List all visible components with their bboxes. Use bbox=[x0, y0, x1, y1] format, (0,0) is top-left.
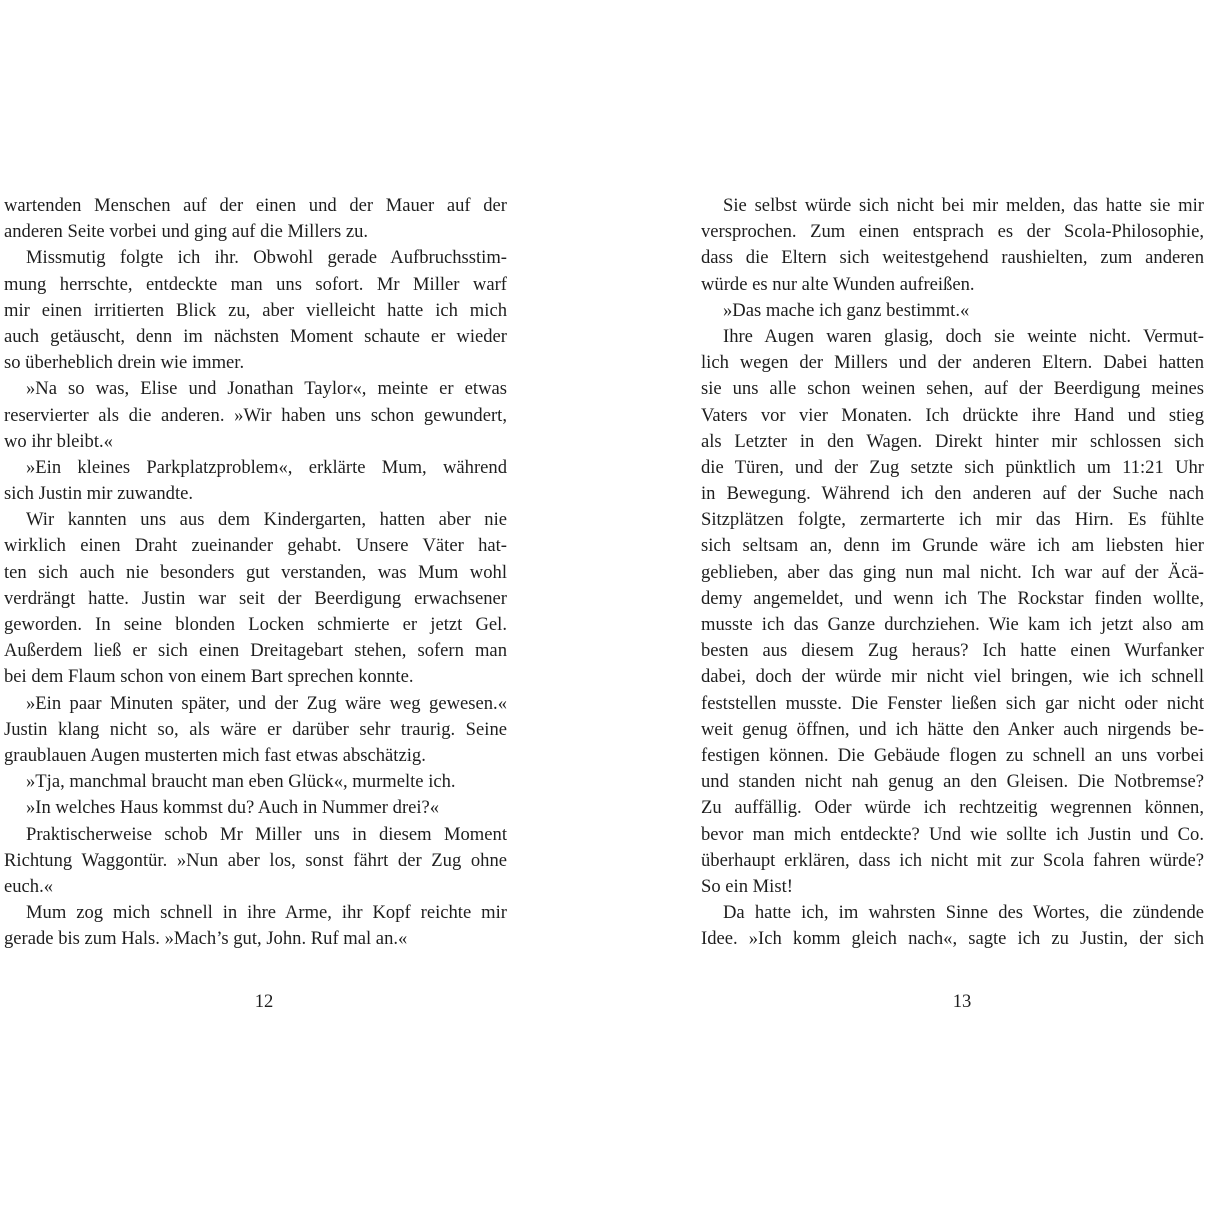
text-line: feststellen musste. Die Fenster ließen sich gar nicht oder nicht bbox=[701, 692, 1204, 714]
text-line: mir einen irritierten Blick zu, aber vielleicht hatte ich mich bbox=[4, 299, 507, 321]
text-line: »Na so was, Elise und Jonathan Taylor«, meinte er etwas bbox=[26, 378, 507, 400]
text-line: Sitzplätzen folgte, zermarterte ich mir das Hirn. Es fühlte bbox=[701, 509, 1204, 531]
text-line: »Das mache ich ganz bestimmt.« bbox=[723, 299, 970, 321]
text-line: dass die Eltern sich weitestgehend raushielten, zum anderen bbox=[701, 247, 1204, 269]
text-line: reservierter als die anderen. »Wir haben uns schon gewundert, bbox=[4, 404, 507, 426]
text-line: Da hatte ich, im wahrsten Sinne des Wortes, die zündende bbox=[723, 902, 1204, 924]
text-line: geblieben, aber das ging nun mal nicht. Ich war auf der Äcä- bbox=[701, 561, 1204, 583]
text-line: sie uns alle schon weinen sehen, auf der Beerdigung meines bbox=[701, 378, 1204, 400]
text-line: in Bewegung. Während ich den anderen auf der Suche nach bbox=[701, 483, 1204, 505]
text-line: Mum zog mich schnell in ihre Arme, ihr Kopf reichte mir bbox=[26, 902, 507, 924]
text-line: geworden. In seine blonden Locken schmierte er jetzt Gel. bbox=[4, 614, 507, 635]
text-line: verdrängt hatte. Justin war seit der Beerdigung erwachsener bbox=[4, 587, 507, 609]
text-line: »Tja, manchmal braucht man eben Glück«, murmelte ich. bbox=[26, 771, 456, 793]
text-line: als Letzter in den Wagen. Direkt hinter mir schlossen sich bbox=[701, 430, 1204, 452]
text-line: würde es nur alte Wunden aufreißen. bbox=[701, 273, 975, 295]
text-line: Außerdem ließ er sich einen Dreitagebart stehen, sofern man bbox=[4, 640, 507, 662]
text-line: ten sich auch nie besonders gut verstanden, was Mum wohl bbox=[4, 561, 507, 583]
text-line: Sie selbst würde sich nicht bei mir melden, das hatte sie mir bbox=[723, 195, 1204, 216]
text-line: Idee. »Ich komm gleich nach«, sagte ich zu Justin, der sich bbox=[701, 928, 1204, 950]
text-line: Missmutig folgte ich ihr. Obwohl gerade Aufbruchsstim- bbox=[26, 247, 507, 269]
text-line: Wir kannten uns aus dem Kindergarten, hatten aber nie bbox=[26, 509, 507, 531]
text-line: Ihre Augen waren glasig, doch sie weinte nicht. Vermut- bbox=[723, 325, 1204, 347]
text-line: festigen können. Die Gebäude flogen zu schnell an uns vorbei bbox=[701, 744, 1204, 766]
text-line: auch getäuscht, denn im nächsten Moment schaute er wieder bbox=[4, 325, 507, 347]
text-line: besten aus diesem Zug heraus? Ich hatte einen Wurfanker bbox=[701, 640, 1204, 662]
text-line: weit genug öffnen, und ich hätte den Anker auch nirgends be- bbox=[701, 718, 1204, 740]
text-line: und standen nicht nah genug an den Gleisen. Die Notbremse? bbox=[701, 771, 1204, 793]
text-line: euch.« bbox=[4, 875, 54, 897]
text-line: Justin klang nicht so, als wäre er darüber sehr traurig. Seine bbox=[4, 718, 507, 740]
text-line: so überheblich drein wie immer. bbox=[4, 352, 245, 374]
text-line: Vaters vor vier Monaten. Ich drückte ihre Hand und stieg bbox=[701, 404, 1204, 426]
text-line: dabei, doch der würde mir nicht viel bringen, wie ich schnell bbox=[701, 666, 1204, 688]
text-line: »In welches Haus kommst du? Auch in Nummer drei?« bbox=[26, 797, 440, 819]
right-page bbox=[701, 193, 1204, 952]
text-line: mung herrschte, entdeckte man uns sofort. Mr Miller warf bbox=[4, 273, 507, 295]
text-line: wirklich einen Draht zueinander gehabt. Unsere Väter hat- bbox=[4, 535, 507, 557]
text-line: sich seltsam an, denn im Grunde wäre ich am liebsten hier bbox=[701, 535, 1204, 557]
text-line: überhaupt erklären, dass ich nicht mit zur Scola fahren würde? bbox=[701, 849, 1204, 871]
text-line: graublauen Augen musterten mich fast etwas abschätzig. bbox=[4, 744, 426, 766]
text-line: Richtung Waggontür. »Nun aber los, sonst fährt der Zug ohne bbox=[4, 849, 507, 871]
text-line: musste ich das Ganze durchziehen. Wie kam ich jetzt also am bbox=[701, 614, 1204, 635]
text-line: So ein Mist! bbox=[701, 875, 793, 897]
page-number-left: 12 bbox=[254, 991, 274, 1012]
text-line: demy angemeldet, und wenn ich The Rockstar finden wollte, bbox=[701, 587, 1204, 609]
text-line: sich Justin mir zuwandte. bbox=[4, 483, 194, 505]
text-line: versprochen. Zum einen entsprach es der Scola-Philosophie, bbox=[701, 221, 1204, 243]
text-line: bevor man mich entdeckte? Und wie sollte ich Justin und Co. bbox=[701, 823, 1204, 845]
text-line: anderen Seite vorbei und ging auf die Millers zu. bbox=[4, 221, 369, 243]
text-line: gerade bis zum Hals. »Mach’s gut, John. Ruf mal an.« bbox=[4, 928, 408, 950]
text-line: die Türen, und der Zug setzte sich pünktlich um 11:21 Uhr bbox=[701, 456, 1204, 478]
text-line: »Ein kleines Parkplatzproblem«, erklärte Mum, während bbox=[26, 456, 507, 478]
page-number-right: 13 bbox=[952, 991, 972, 1012]
text-line: wo ihr bleibt.« bbox=[4, 430, 113, 452]
text-line: »Ein paar Minuten später, und der Zug wäre weg gewesen.« bbox=[26, 692, 507, 714]
text-line: Praktischerweise schob Mr Miller uns in diesem Moment bbox=[26, 823, 507, 845]
text-line: wartenden Menschen auf der einen und der Mauer auf der bbox=[4, 195, 507, 216]
text-line: Zu auffällig. Oder würde ich rechtzeitig wegrennen können, bbox=[701, 797, 1204, 819]
text-line: lich wegen der Millers und der anderen Eltern. Dabei hatten bbox=[701, 352, 1204, 374]
text-line: bei dem Flaum schon von einem Bart sprechen konnte. bbox=[4, 666, 414, 688]
left-page bbox=[4, 193, 507, 952]
